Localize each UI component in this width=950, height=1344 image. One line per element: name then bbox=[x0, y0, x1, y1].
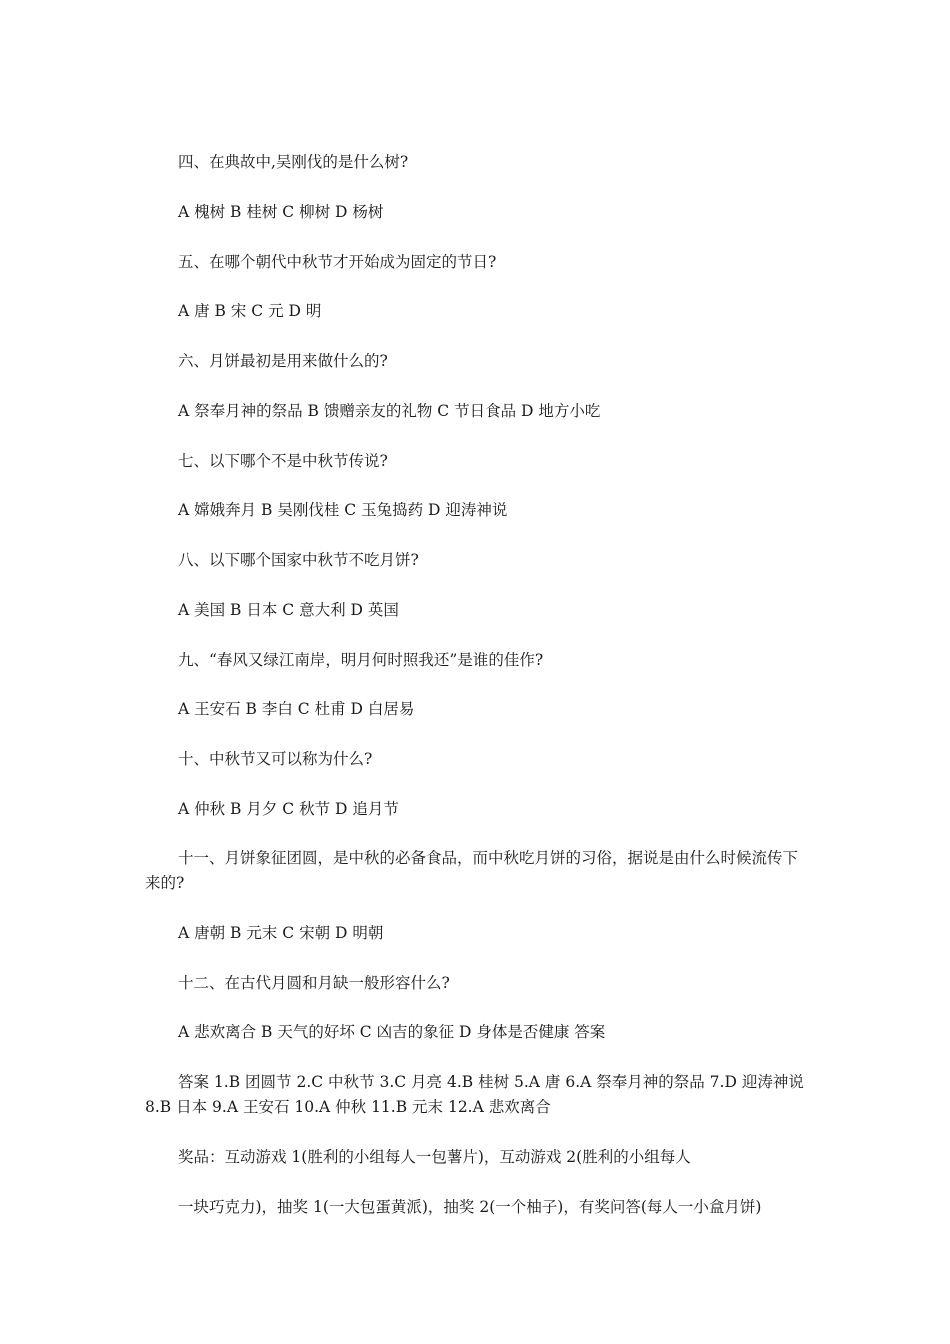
options-4: A 槐树 B 桂树 C 柳树 D 杨树 bbox=[178, 203, 384, 221]
options-5: A 唐 B 宋 C 元 D 明 bbox=[178, 302, 322, 320]
prizes-line-1: 奖品：互动游戏 1(胜利的小组每人一包薯片)，互动游戏 2(胜利的小组每人 bbox=[178, 1148, 691, 1166]
options-8: A 美国 B 日本 C 意大利 D 英国 bbox=[178, 601, 399, 619]
options-6: A 祭奉月神的祭品 B 馈赠亲友的礼物 C 节日食品 D 地方小吃 bbox=[178, 402, 601, 420]
question-5: 五、在哪个朝代中秋节才开始成为固定的节日? bbox=[178, 253, 497, 271]
question-6: 六、月饼最初是用来做什么的? bbox=[178, 352, 388, 370]
question-7: 七、以下哪个不是中秋节传说? bbox=[178, 452, 388, 470]
question-12: 十二、在古代月圆和月缺一般形容什么? bbox=[178, 974, 450, 992]
question-9: 九、“春风又绿江南岸，明月何时照我还”是谁的佳作? bbox=[178, 651, 544, 669]
options-10: A 仲秋 B 月夕 C 秋节 D 追月节 bbox=[178, 800, 399, 818]
options-7: A 嫦娥奔月 B 吴刚伐桂 C 玉兔捣药 D 迎涛神说 bbox=[178, 501, 508, 519]
question-4: 四、在典故中,吴刚伐的是什么树? bbox=[178, 153, 409, 171]
question-8: 八、以下哪个国家中秋节不吃月饼? bbox=[178, 551, 419, 569]
question-11: 十一、月饼象征团圆，是中秋的必备食品，而中秋吃月饼的习俗，据说是由什么时候流传下来的? bbox=[145, 849, 799, 892]
question-10: 十、中秋节又可以称为什么? bbox=[178, 750, 373, 768]
options-11: A 唐朝 B 元末 C 宋朝 D 明朝 bbox=[178, 924, 384, 942]
options-12: A 悲欢离合 B 天气的好坏 C 凶吉的象征 D 身体是否健康 答案 bbox=[178, 1023, 606, 1041]
prizes-line-2: 一块巧克力)，抽奖 1(一大包蛋黄派)，抽奖 2(一个柚子)，有奖问答(每人一小盒月饼) bbox=[178, 1198, 762, 1216]
options-9: A 王安石 B 李白 C 杜甫 D 白居易 bbox=[178, 700, 415, 718]
answer-key: 答案 1.B 团圆节 2.C 中秋节 3.C 月亮 4.B 桂树 5.A 唐 6.A 祭奉月神的祭品 7.D 迎涛神说 8.B 日本 9.A 王安石 10.A 仲秋 11.B 元末 12.A 悲欢离合 bbox=[145, 1073, 804, 1116]
